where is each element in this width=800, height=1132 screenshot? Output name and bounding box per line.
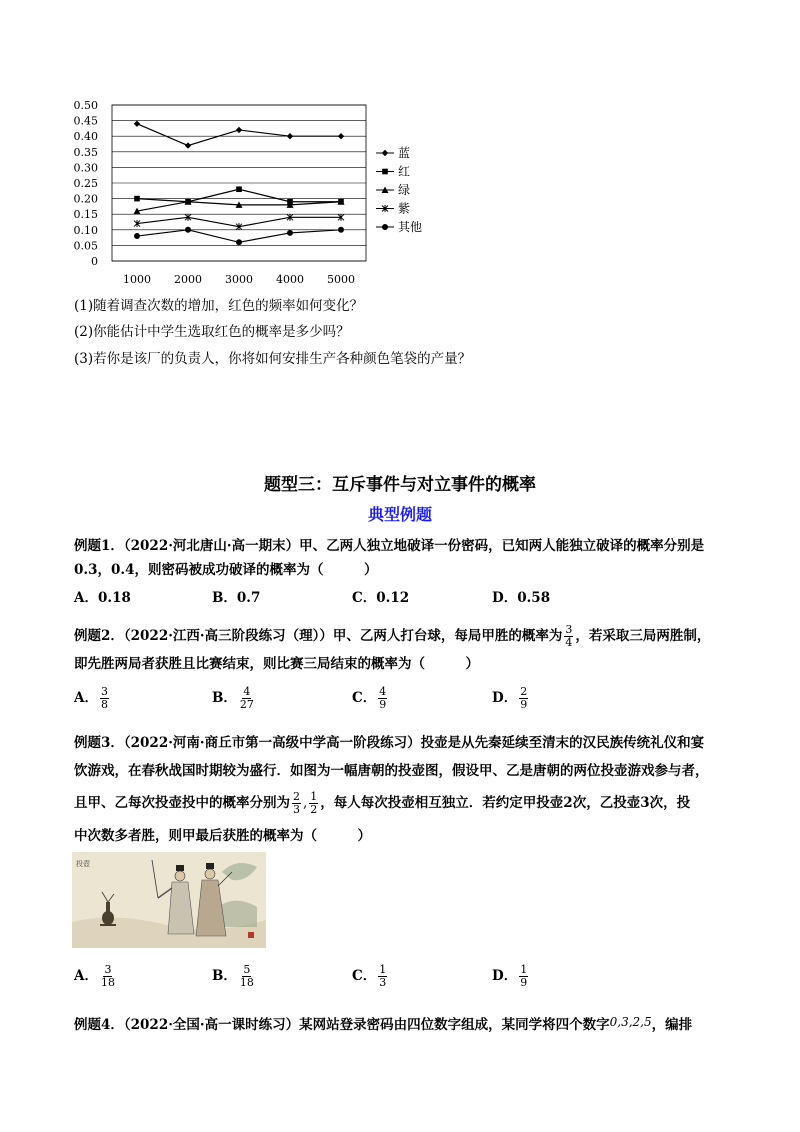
example-2-option-c: C． $\frac{4}{9}$ xyxy=(352,685,387,711)
example-3-option-d: D． $\frac{1}{9}$ xyxy=(492,963,528,989)
x-tick-label: 4000 xyxy=(276,273,304,286)
y-tick-label: 0.10 xyxy=(73,223,98,237)
point xyxy=(236,186,242,192)
x-tick-label: 3000 xyxy=(225,273,253,286)
x-tick-label: 5000 xyxy=(327,273,355,286)
line-chart xyxy=(60,95,430,295)
point xyxy=(236,127,242,133)
x-tick-label: 1000 xyxy=(123,273,151,286)
legend-label: 蓝 xyxy=(398,146,411,160)
example-1-option-a: A．0.18 xyxy=(74,590,131,606)
example-2-line-1: 例题2．（2022·江西·高三阶段练习（理））甲、乙两人打台球，每局甲胜的概率为 $\frac{3}{4}$ ，若采取三局两胜制， xyxy=(74,623,711,649)
point xyxy=(287,230,293,236)
y-tick-label: 0.20 xyxy=(73,192,98,206)
y-tick-label: 0.40 xyxy=(73,130,98,144)
example-4-line-1: 例题4．（2022·全国·高一课时练习）某网站登录密码由四位数字组成，某同学将四个数字0,3,2,5，编排 xyxy=(74,1015,693,1033)
point xyxy=(134,196,140,202)
point xyxy=(287,133,293,139)
example-2-line-2: 即先胜两局者获胜且比赛结束，则比赛三局结束的概率为（ ） xyxy=(74,656,479,672)
point xyxy=(185,227,191,233)
example-3-line-1: 例题3．（2022·河南·商丘市第一高级中学高一阶段练习）投壶是从先秦延续至清末的汉民族传统礼仪和宴 xyxy=(74,735,705,751)
y-tick-label: 0.05 xyxy=(73,239,98,253)
point xyxy=(134,233,140,239)
point xyxy=(382,224,388,230)
example-3-option-b: B． $\frac{5}{18}$ xyxy=(212,963,254,989)
question-1: (1)随着调查次数的增加，红色的频率如何变化？ xyxy=(74,298,364,314)
point xyxy=(134,121,140,127)
y-tick-label: 0.50 xyxy=(73,99,98,112)
y-tick-label: 0.25 xyxy=(73,177,98,190)
example-3-line-3: 且甲、乙每次投壶投中的概率分别为 $\frac{2}{3}$ , $\frac{1}{2}$ ，每人每次投壶相互独立．若约定甲投壶2次，乙投壶3次，投 xyxy=(74,790,691,816)
example-2-option-d: D． $\frac{2}{9}$ xyxy=(492,685,528,711)
example-3-option-a: A． $\frac{3}{18}$ xyxy=(74,963,115,989)
section-subtitle: 典型例题 xyxy=(367,505,432,524)
example-1-option-c: C．0.12 xyxy=(352,590,410,606)
example-3-line-2: 饮游戏，在春秋战国时期较为盛行．如图为一幅唐朝的投壶图，假设甲、乙是唐朝的两位投壶游戏参与者， xyxy=(74,763,709,779)
example-2-option-a: A． $\frac{3}{8}$ xyxy=(74,685,108,711)
x-tick-label: 2000 xyxy=(174,273,202,286)
legend-label: 绿 xyxy=(398,183,411,197)
legend-label: 紫 xyxy=(398,201,411,216)
example-1-line-1: 例题1．（2022·河北唐山·高一期末）甲、乙两人独立地破译一份密码，已知两人能独立破译的概率分别是 xyxy=(74,538,705,554)
example-3-option-c: C． $\frac{1}{3}$ xyxy=(352,963,387,989)
question-3: (3)若你是该厂的负责人，你将如何安排生产各种颜色笔袋的产量？ xyxy=(74,351,472,367)
section-title: 题型三：互斥事件与对立事件的概率 xyxy=(264,475,536,495)
point xyxy=(185,142,191,148)
point xyxy=(382,150,388,156)
example-1-option-b: B．0.7 xyxy=(212,590,261,606)
point xyxy=(236,239,242,245)
legend-label: 其他 xyxy=(398,220,423,234)
y-tick-label: 0.15 xyxy=(73,208,98,222)
example-2-option-b: B． $\frac{4}{27}$ xyxy=(212,685,254,711)
y-tick-label: 0.45 xyxy=(73,114,98,128)
fraction: $\frac{3}{4}$ xyxy=(565,623,573,649)
y-tick-label: 0.35 xyxy=(73,145,98,159)
point xyxy=(382,169,388,175)
y-tick-label: 0 xyxy=(91,255,98,268)
point xyxy=(338,133,344,139)
example-1-option-d: D．0.58 xyxy=(492,590,551,606)
point xyxy=(338,227,344,233)
y-tick-label: 0.30 xyxy=(73,161,98,175)
example-3-line-4: 中次数多者胜，则甲最后获胜的概率为（ ） xyxy=(74,828,371,844)
legend-label: 红 xyxy=(398,164,411,179)
example-1-line-2: 0.3，0.4，则密码被成功破译的概率为（ ） xyxy=(74,562,378,578)
question-2: (2)你能估计中学生选取红色的概率是多少吗？ xyxy=(74,324,350,340)
svg-text:投壺: 投壺 xyxy=(76,860,90,868)
tang-dynasty-touhu-painting xyxy=(72,852,266,948)
